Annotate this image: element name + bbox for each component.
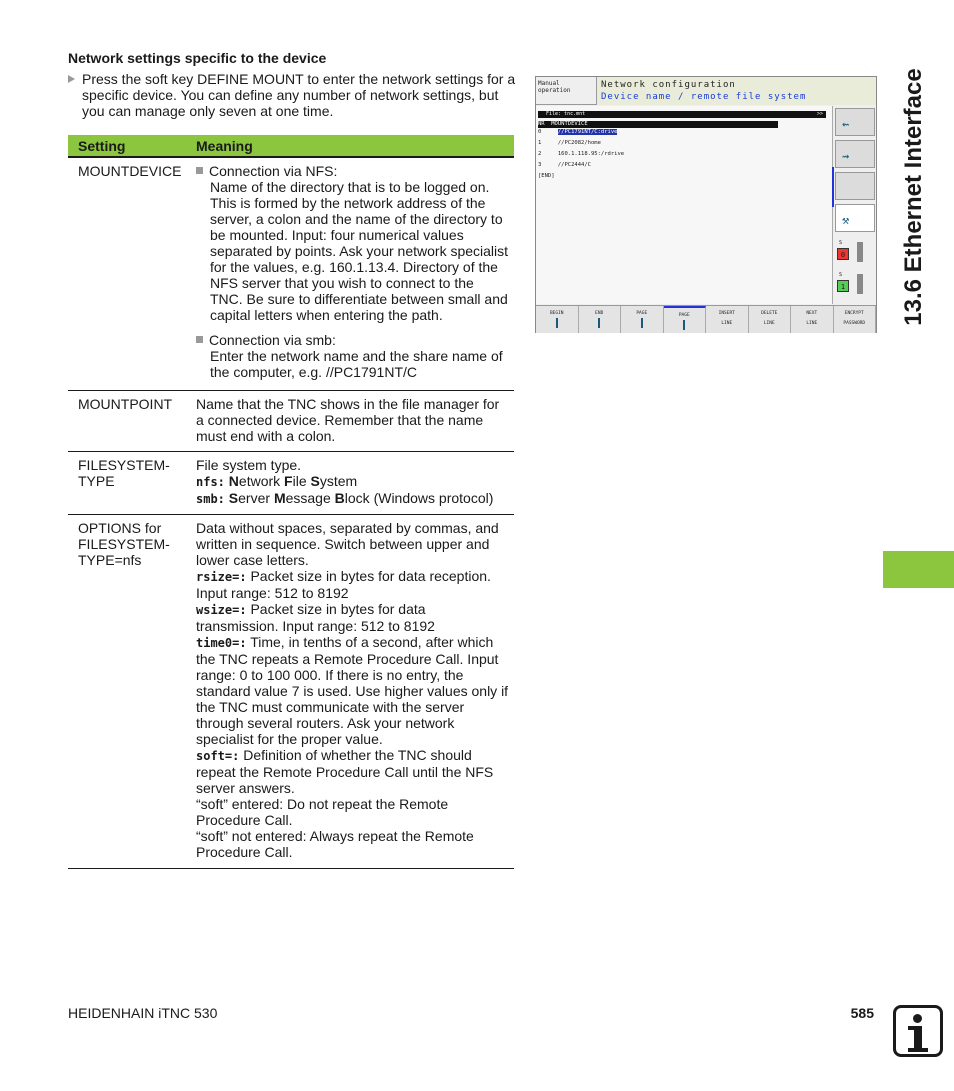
definition-text: Time, in tenths of a second, after which the TNC repeats a Remote Procedure Call. Input range: 0 to 100 000. If there is no entry, the standard value 7 is used. Use higher values only if the TNC must communicate with the server through several routers. Ask your network specialist for the proper value.	[196, 634, 509, 747]
code-term: time0=:	[196, 636, 247, 650]
code-term: soft=:	[196, 749, 240, 763]
end-marker: [END]	[538, 173, 555, 179]
setting-line: OPTIONS for	[78, 520, 162, 536]
soft-definition	[196, 747, 510, 796]
instruction-text: Press the soft key DEFINE MOUNT to enter the network settings for a specific device. You can define any number of network settings, but you can manage only seven at one time.	[82, 71, 516, 119]
setting-line: FILESYSTEM-	[78, 536, 170, 552]
meter-value: 0	[837, 248, 849, 260]
acronym-letter: N	[228, 473, 239, 489]
column-header: NR MOUNTDEVICE	[538, 121, 778, 128]
meter-value: 1	[837, 280, 849, 292]
info-icon	[893, 1005, 943, 1057]
setting-cell	[68, 520, 186, 860]
square-bullet-icon	[196, 167, 203, 174]
settings-table	[68, 135, 514, 869]
softkey-label: PAGE	[678, 313, 690, 318]
softkey-delete-line[interactable]	[749, 306, 792, 333]
acronym-rest: ile	[292, 473, 311, 489]
feed-override	[835, 272, 875, 302]
page-number: 585	[850, 1005, 874, 1021]
wsize-definition	[196, 601, 510, 634]
screen-file-area	[536, 106, 833, 304]
softkey-label: LINE	[763, 321, 775, 326]
file-more: >>	[816, 111, 823, 117]
footer-product: HEIDENHAIN iTNC 530	[68, 1005, 218, 1021]
softkey-label: DELETE	[761, 311, 778, 316]
arrow-right-icon: ⇝	[842, 149, 850, 163]
smb-label: Connection via smb:	[209, 332, 336, 348]
softkey-label: PASSWORD	[843, 321, 866, 326]
arrow-down-icon	[598, 318, 600, 328]
mode-line: operation	[538, 87, 571, 94]
setting-line: FILESYSTEM-	[78, 457, 170, 473]
softkey-label: LINE	[721, 321, 733, 326]
smb-description: Enter the network name and the share name of the computer, e.g. //PC1791NT/C	[210, 348, 503, 380]
softkey-next-line[interactable]	[791, 306, 834, 333]
setting-cell: MOUNTDEVICE	[78, 163, 182, 179]
softkey-label: ENCRYPT	[844, 311, 864, 316]
instruction-item	[68, 71, 518, 119]
arrow-up-icon	[641, 318, 643, 328]
acronym-rest: erver	[238, 490, 274, 506]
table-row	[68, 158, 514, 391]
chapter-tab	[892, 52, 942, 342]
mount-row	[538, 129, 617, 136]
softkey-label: LINE	[806, 321, 818, 326]
triangle-right-icon	[68, 75, 75, 83]
softkey-label: INSERT	[718, 311, 735, 316]
meaning-cell	[186, 163, 514, 380]
setting-cell	[68, 457, 186, 507]
softkey-end[interactable]	[579, 306, 622, 333]
softkey-begin[interactable]	[536, 306, 579, 333]
mount-row[interactable]: 1 //PC2082/home	[538, 140, 601, 146]
square-bullet-icon	[196, 336, 203, 343]
table-header	[68, 135, 514, 158]
mount-row[interactable]: 2 160.1.118.95:/rdrive	[538, 151, 625, 157]
nfs-description: Name of the directory that is to be logged on. This is formed by the network address of the server, a colon and the name of the directory to be mounted. Input: four numerical values separated by points. Ask your network specialist for the values, e.g. 160.1.13.4. Directory of the NFS server that you wish to connect to the TNC. Be sure to differentiate between small and capital letters when entering the path.	[210, 179, 509, 323]
arrow-down-icon	[683, 320, 685, 330]
list-item	[196, 332, 510, 348]
table-row	[68, 515, 514, 869]
timeo-definition	[196, 634, 510, 747]
definition-text: Packet size in bytes for data transmission. Input range: 512 to 8192	[196, 601, 435, 634]
acronym-rest: essage	[285, 490, 335, 506]
screen-subtitle: Device name / remote file system	[601, 92, 807, 102]
softkey-label: PAGE	[636, 311, 648, 316]
setting-line: TYPE	[78, 473, 115, 489]
soft-entered: “soft” entered: Do not repeat the Remote Procedure Call.	[196, 796, 449, 828]
tnc-screenshot	[535, 76, 877, 333]
spindle-override	[835, 240, 875, 270]
list-item	[196, 163, 510, 179]
mode-line: Manual	[538, 80, 560, 87]
nfs-label: Connection via NFS:	[209, 163, 338, 179]
nfs-definition	[196, 473, 510, 490]
file-name: File: tnc.mnt	[546, 111, 586, 117]
acronym-letter: M	[273, 490, 286, 506]
side-softkeys	[834, 106, 876, 304]
softkey-insert-line[interactable]	[706, 306, 749, 333]
code-term: rsize=:	[196, 570, 247, 584]
operating-mode	[538, 80, 571, 94]
header-meaning: Meaning	[196, 137, 253, 154]
code-term: wsize=:	[196, 603, 247, 617]
transfer-left-button[interactable]	[835, 108, 875, 136]
setting-line: TYPE=nfs	[78, 552, 142, 568]
acronym-letter: B	[334, 490, 345, 506]
acronym-letter: F	[284, 473, 293, 489]
mount-row[interactable]: 3 //PC2444/C	[538, 162, 591, 168]
meaning-cell	[186, 457, 514, 507]
tap-icon: ⚒	[842, 213, 850, 227]
screen-title-box	[596, 77, 876, 105]
screen-header	[536, 77, 876, 105]
rsize-definition	[196, 568, 510, 601]
arrow-up-icon	[556, 318, 558, 328]
tap-button[interactable]	[835, 204, 875, 232]
override-pin-icon	[857, 274, 863, 294]
file-line	[538, 111, 826, 118]
transfer-right-button[interactable]	[835, 140, 875, 168]
row-path[interactable]: //PC1791NT/C:drive	[557, 129, 618, 135]
acronym-rest: ystem	[319, 473, 358, 489]
filesystem-intro: File system type.	[196, 457, 302, 473]
setting-cell: MOUNTPOINT	[78, 396, 173, 412]
meter-label: S	[839, 240, 843, 246]
meaning-cell	[186, 520, 514, 860]
info-dot	[913, 1014, 922, 1023]
code-term: smb:	[196, 492, 225, 506]
softkey-encrypt-password[interactable]	[834, 306, 877, 333]
softkey-label: NEXT	[806, 311, 818, 316]
chapter-title: 13.6 Ethernet Interface	[900, 68, 927, 326]
options-intro: Data without spaces, separated by commas, and written in sequence. Switch between upper and lower case letters.	[196, 520, 499, 568]
definition-text: Packet size in bytes for data reception. Input range: 512 to 8192	[196, 568, 491, 601]
arrow-left-icon: ⇜	[842, 117, 850, 131]
soft-not-entered: “soft” not entered: Always repeat the Remote Procedure Call.	[196, 828, 474, 860]
softkey-page-down[interactable]	[664, 306, 707, 333]
softkey-page-up[interactable]	[621, 306, 664, 333]
blank-button[interactable]	[835, 172, 875, 200]
acronym-rest: lock (Windows protocol)	[344, 490, 494, 506]
row-number: 0	[538, 129, 542, 135]
acronym-letter: S	[228, 490, 239, 506]
info-stem	[914, 1026, 922, 1050]
smb-definition	[196, 490, 510, 507]
chapter-marker	[883, 551, 954, 588]
table-row	[68, 391, 514, 452]
screen-title: Network configuration	[601, 80, 736, 90]
info-base	[908, 1048, 928, 1052]
override-pin-icon	[857, 242, 863, 262]
code-term: nfs:	[196, 475, 225, 489]
softkey-row	[536, 305, 876, 333]
header-setting: Setting	[78, 137, 126, 154]
acronym-letter: S	[310, 473, 320, 489]
softkey-label: END	[595, 311, 604, 316]
table-row	[68, 452, 514, 515]
section-heading: Network settings specific to the device	[68, 50, 327, 66]
acronym-rest: etwork	[238, 473, 285, 489]
meter-label: S	[839, 272, 843, 278]
meaning-cell: Name that the TNC shows in the file manager for a connected device. Remember that the name must end with a colon.	[196, 396, 500, 444]
definition-text: Definition of whether the TNC should repeat the Remote Procedure Call until the NFS server answers.	[196, 747, 494, 796]
softkey-label: BEGIN	[549, 311, 564, 316]
